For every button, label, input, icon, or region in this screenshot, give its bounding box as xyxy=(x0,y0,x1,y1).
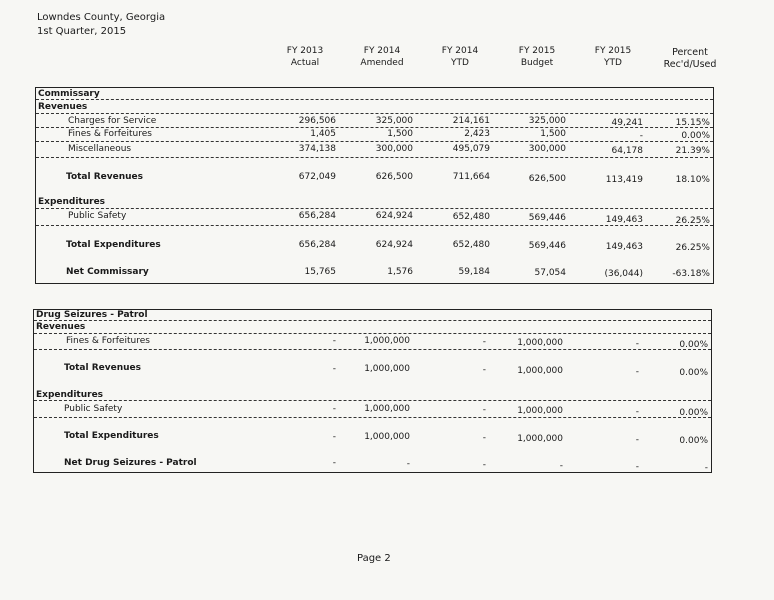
row-label: Total Expenditures xyxy=(64,431,159,441)
cell: 325,000 xyxy=(375,116,413,126)
col-header-fy2015-ytd: FY 2015 YTD xyxy=(594,46,632,68)
row-label: Fines & Forfeitures xyxy=(68,129,152,139)
row-label: Net Drug Seizures - Patrol xyxy=(64,458,197,468)
period-title: 1st Quarter, 2015 xyxy=(37,26,127,37)
cell: 626,500 xyxy=(528,174,566,184)
col-header-percent: Percent Rec'd/Used xyxy=(663,47,717,70)
cell: 1,000,000 xyxy=(517,338,563,348)
cell: 1,500 xyxy=(387,129,413,139)
cell: 59,184 xyxy=(458,267,490,277)
cell: 1,500 xyxy=(540,129,566,139)
divider xyxy=(34,333,711,334)
county-title: Lowndes County, Georgia xyxy=(37,12,166,23)
cell: 214,161 xyxy=(452,116,490,126)
cell: - xyxy=(482,405,486,415)
divider xyxy=(36,225,713,226)
cell: - xyxy=(559,461,563,471)
divider xyxy=(34,349,711,350)
divider xyxy=(36,113,713,114)
cell: 569,446 xyxy=(528,241,566,251)
drug-seizures-title: Drug Seizures - Patrol xyxy=(36,310,148,320)
cell: 1,405 xyxy=(310,129,336,139)
col-header-fy2013-actual: FY 2013 Actual xyxy=(286,46,324,68)
cell: 569,446 xyxy=(528,213,566,223)
cell: 656,284 xyxy=(298,211,336,221)
cell: 26.25% xyxy=(675,243,710,253)
commissary-expenditures-label: Expenditures xyxy=(38,197,106,207)
cell: - xyxy=(482,337,486,347)
cell: 1,000,000 xyxy=(364,432,410,442)
commissary-title: Commissary xyxy=(38,89,100,99)
col-header-fy2015-budget: FY 2015 Budget xyxy=(518,46,556,68)
cell: - xyxy=(635,367,639,377)
cell: 18.10% xyxy=(675,175,710,185)
cell: - xyxy=(704,463,708,473)
row-label: Miscellaneous xyxy=(68,144,132,154)
page-number: Page 2 xyxy=(357,553,391,564)
cell: 0.00% xyxy=(679,368,708,378)
cell: - xyxy=(406,459,410,469)
row-label: Net Commissary xyxy=(66,267,149,277)
cell: 300,000 xyxy=(528,144,566,154)
cell: 1,000,000 xyxy=(364,364,410,374)
cell: (36,044) xyxy=(604,269,643,279)
cell: 64,178 xyxy=(611,146,643,156)
cell: - xyxy=(635,407,639,417)
cell: - xyxy=(639,131,643,141)
cell: - xyxy=(332,404,336,414)
cell: 624,924 xyxy=(375,240,413,250)
cell: 26.25% xyxy=(675,216,710,226)
divider xyxy=(34,417,711,418)
cell: 1,576 xyxy=(387,267,413,277)
cell: - xyxy=(482,433,486,443)
cell: 1,000,000 xyxy=(364,404,410,414)
divider xyxy=(34,400,711,401)
row-label: Charges for Service xyxy=(68,116,157,126)
cell: 0.00% xyxy=(679,408,708,418)
cell: -63.18% xyxy=(672,269,710,279)
row-label: Public Safety xyxy=(68,211,127,221)
cell: 1,000,000 xyxy=(517,406,563,416)
row-label: Fines & Forfeitures xyxy=(66,336,150,346)
cell: 15.15% xyxy=(675,118,710,128)
cell: 296,506 xyxy=(298,116,336,126)
row-label: Public Safety xyxy=(64,404,123,414)
cell: 374,138 xyxy=(298,144,336,154)
col-header-fy2014-amended: FY 2014 Amended xyxy=(360,46,404,68)
cell: 652,480 xyxy=(452,240,490,250)
cell: - xyxy=(482,365,486,375)
cell: 711,664 xyxy=(452,172,490,182)
cell: - xyxy=(635,462,639,472)
cell: 626,500 xyxy=(375,172,413,182)
col-header-fy2014-ytd: FY 2014 YTD xyxy=(441,46,479,68)
cell: 21.39% xyxy=(675,146,710,156)
cell: 495,079 xyxy=(452,144,490,154)
row-label: Total Revenues xyxy=(66,172,144,182)
cell: 2,423 xyxy=(464,129,490,139)
cell: 0.00% xyxy=(679,436,708,446)
cell: 1,000,000 xyxy=(517,434,563,444)
cell: 656,284 xyxy=(298,240,336,250)
cell: 113,419 xyxy=(605,175,643,185)
cell: 0.00% xyxy=(681,131,710,141)
cell: - xyxy=(635,339,639,349)
cell: - xyxy=(332,364,336,374)
drug-expenditures-label: Expenditures xyxy=(36,390,104,400)
divider xyxy=(34,320,711,321)
cell: 624,924 xyxy=(375,211,413,221)
divider xyxy=(36,99,713,100)
commissary-revenues-label: Revenues xyxy=(38,102,88,112)
divider xyxy=(36,157,713,158)
cell: - xyxy=(332,336,336,346)
cell: - xyxy=(332,432,336,442)
divider xyxy=(36,208,713,209)
cell: - xyxy=(482,460,486,470)
row-label: Total Revenues xyxy=(64,363,142,373)
cell: 0.00% xyxy=(679,340,708,350)
drug-revenues-label: Revenues xyxy=(36,322,86,332)
cell: 149,463 xyxy=(605,215,643,225)
cell: 652,480 xyxy=(452,212,490,222)
cell: - xyxy=(332,458,336,468)
cell: 672,049 xyxy=(298,172,336,182)
cell: 1,000,000 xyxy=(364,336,410,346)
row-label: Total Expenditures xyxy=(66,240,161,250)
cell: 149,463 xyxy=(605,242,643,252)
cell: 300,000 xyxy=(375,144,413,154)
cell: 15,765 xyxy=(304,267,336,277)
divider xyxy=(36,141,713,142)
cell: - xyxy=(635,435,639,445)
cell: 325,000 xyxy=(528,116,566,126)
cell: 49,241 xyxy=(611,118,643,128)
cell: 57,054 xyxy=(534,268,566,278)
cell: 1,000,000 xyxy=(517,366,563,376)
